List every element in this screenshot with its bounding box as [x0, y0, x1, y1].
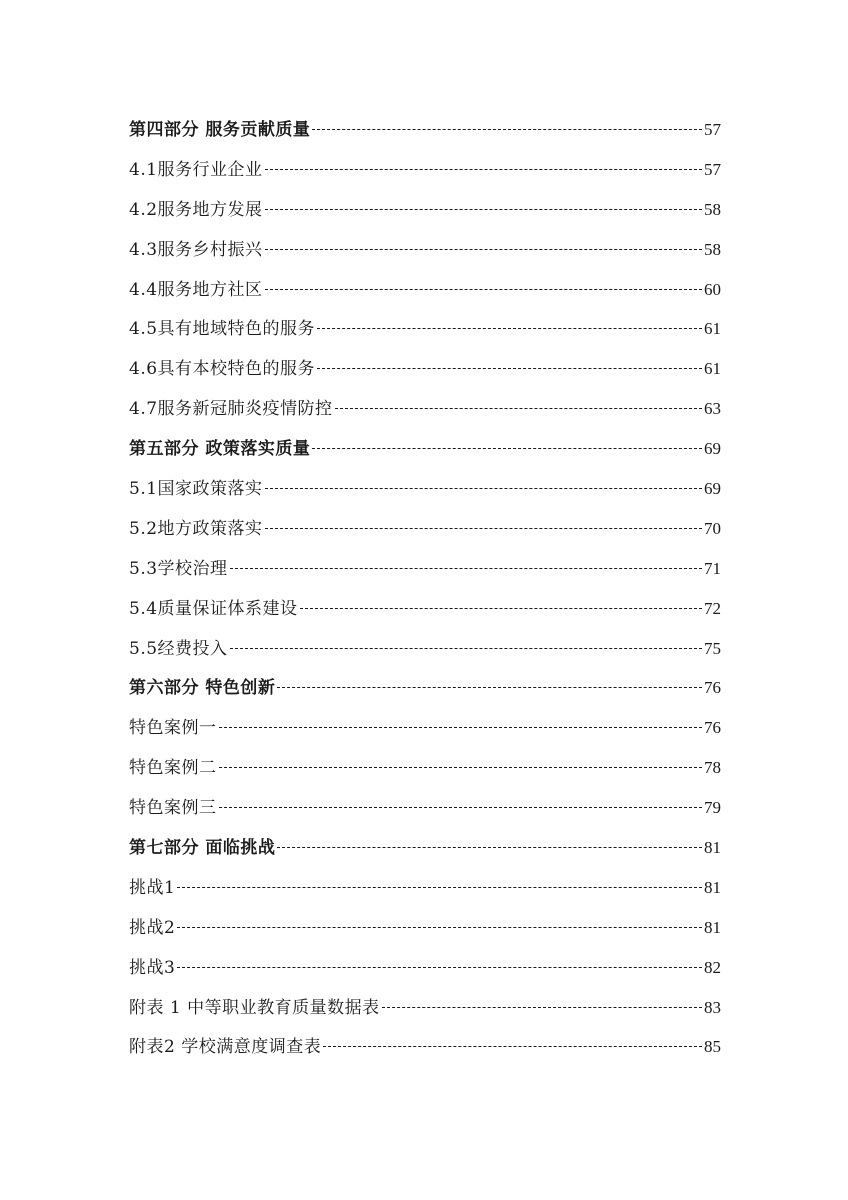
toc-entry[interactable] — [129, 1027, 721, 1067]
toc-entry-page: 61 — [704, 319, 721, 339]
toc-entry-page: 61 — [704, 359, 721, 379]
table-of-contents — [129, 110, 721, 1067]
toc-entry-page: 83 — [704, 997, 721, 1017]
toc-leader — [177, 887, 702, 888]
toc-entry[interactable] — [129, 549, 721, 589]
toc-entry-label: 4.5具有地域特色的服务 — [129, 319, 316, 340]
toc-entry[interactable] — [129, 389, 721, 429]
toc-leader — [300, 608, 702, 609]
toc-entry-label: 4.3服务乡村振兴 — [129, 239, 263, 260]
toc-leader — [317, 368, 702, 369]
toc-leader — [177, 967, 702, 968]
toc-leader — [265, 249, 702, 250]
toc-entry[interactable] — [129, 629, 721, 669]
toc-entry-label: 第五部分 政策落实质量 — [129, 439, 311, 460]
toc-entry-label: 挑战1 — [129, 877, 176, 898]
toc-entry-label: 挑战3 — [129, 957, 176, 978]
toc-entry-page: 69 — [704, 479, 721, 499]
toc-entry[interactable] — [129, 589, 721, 629]
toc-entry[interactable] — [129, 908, 721, 948]
toc-entry-page: 58 — [704, 239, 721, 259]
toc-leader — [265, 209, 702, 210]
toc-entry[interactable] — [129, 309, 721, 349]
toc-entry-label: 特色案例一 — [129, 718, 217, 739]
toc-entry-label: 5.5经费投入 — [129, 638, 228, 659]
toc-leader — [230, 568, 702, 569]
toc-entry-label: 第七部分 面临挑战 — [129, 838, 276, 859]
toc-leader — [277, 847, 702, 848]
toc-leader — [219, 767, 703, 768]
toc-leader — [265, 289, 702, 290]
toc-entry-part-4[interactable] — [129, 110, 721, 150]
toc-entry-label: 5.3学校治理 — [129, 558, 228, 579]
toc-entry[interactable] — [129, 788, 721, 828]
toc-entry-label: 特色案例三 — [129, 798, 217, 819]
toc-leader — [177, 927, 702, 928]
toc-entry-part-6[interactable] — [129, 668, 721, 708]
toc-entry-part-7[interactable] — [129, 828, 721, 868]
toc-entry-page: 76 — [704, 718, 721, 738]
toc-entry-page: 63 — [704, 399, 721, 419]
toc-entry-part-5[interactable] — [129, 429, 721, 469]
toc-entry[interactable] — [129, 748, 721, 788]
toc-entry[interactable] — [129, 948, 721, 988]
toc-entry[interactable] — [129, 868, 721, 908]
toc-entry-page: 76 — [704, 678, 721, 698]
toc-leader — [265, 488, 702, 489]
toc-leader — [312, 129, 702, 130]
toc-leader — [277, 687, 702, 688]
toc-entry-page: 71 — [704, 558, 721, 578]
toc-entry[interactable] — [129, 270, 721, 310]
toc-entry-label: 5.1国家政策落实 — [129, 479, 263, 500]
toc-entry-label: 5.4质量保证体系建设 — [129, 598, 298, 619]
toc-entry-label: 4.4服务地方社区 — [129, 279, 263, 300]
toc-entry-label: 4.2服务地方发展 — [129, 199, 263, 220]
toc-leader — [265, 528, 702, 529]
toc-entry-page: 81 — [704, 877, 721, 897]
toc-entry-page: 70 — [704, 518, 721, 538]
toc-entry[interactable] — [129, 150, 721, 190]
toc-entry[interactable] — [129, 988, 721, 1028]
toc-leader — [219, 727, 703, 728]
toc-entry[interactable] — [129, 469, 721, 509]
toc-entry-page: 85 — [704, 1037, 721, 1057]
toc-leader — [312, 448, 702, 449]
toc-entry[interactable] — [129, 230, 721, 270]
toc-entry-page: 72 — [704, 598, 721, 618]
toc-entry-page: 58 — [704, 199, 721, 219]
toc-leader — [323, 1046, 702, 1047]
toc-entry-page: 60 — [704, 279, 721, 299]
toc-leader — [382, 1007, 702, 1008]
toc-entry-label: 特色案例二 — [129, 758, 217, 779]
toc-leader — [335, 408, 702, 409]
toc-entry-label: 附表2 学校满意度调查表 — [129, 1037, 322, 1058]
toc-entry-label: 挑战2 — [129, 917, 176, 938]
toc-leader — [230, 648, 702, 649]
toc-entry[interactable] — [129, 708, 721, 748]
toc-entry-page: 78 — [704, 758, 721, 778]
toc-entry-page: 75 — [704, 638, 721, 658]
toc-entry-label: 4.7服务新冠肺炎疫情防控 — [129, 399, 333, 420]
toc-leader — [219, 807, 703, 808]
toc-entry-page: 81 — [704, 838, 721, 858]
toc-entry-page: 69 — [704, 439, 721, 459]
toc-entry-page: 81 — [704, 917, 721, 937]
toc-entry-page: 57 — [704, 159, 721, 179]
toc-leader — [317, 328, 702, 329]
toc-entry-page: 82 — [704, 957, 721, 977]
toc-entry-page: 57 — [704, 120, 721, 139]
toc-entry[interactable] — [129, 349, 721, 389]
toc-entry-page: 79 — [704, 798, 721, 818]
toc-entry-label: 附表 1 中等职业教育质量数据表 — [129, 997, 380, 1018]
toc-entry[interactable] — [129, 190, 721, 230]
toc-entry-label: 第四部分 服务贡献质量 — [129, 120, 311, 140]
toc-entry[interactable] — [129, 509, 721, 549]
toc-leader — [265, 169, 702, 170]
toc-entry-label: 4.6具有本校特色的服务 — [129, 359, 316, 380]
toc-entry-label: 4.1服务行业企业 — [129, 159, 263, 180]
toc-entry-label: 第六部分 特色创新 — [129, 678, 276, 699]
toc-entry-label: 5.2地方政策落实 — [129, 518, 263, 539]
